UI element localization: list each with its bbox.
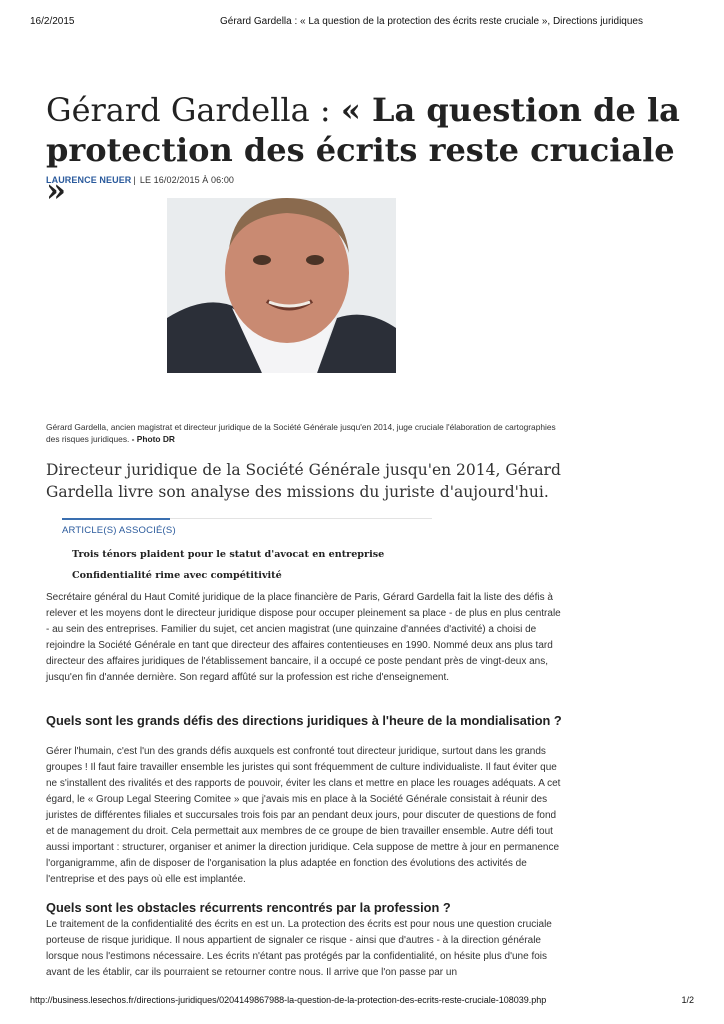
page-url: http://business.lesechos.fr/directions-juridiques/0204149867988-la-question-de-la-protection-des-ecrits-reste-cruciale-108039.php — [30, 995, 547, 1005]
photo-caption — [46, 421, 566, 445]
question-heading: Quels sont les grands défis des directions juridiques à l'heure de la mondialisation ? — [46, 713, 562, 728]
related-link[interactable]: Confidentialité rime avec compétitivité — [72, 570, 282, 581]
answer-paragraph: Gérer l'humain, c'est l'un des grands défis auxquels est confronté tout directeur juridique, surtout dans les grands groupes ! Il faut faire travailler ensemble les juristes qui sont fréquemment de culture individualiste. Il faut éviter que ne s'installent des rivalités et des rapports de pouvoir, éviter les clans et mettre en place les rouages adéquats. A cet égard, le « Group Legal Steering Comitee » que j'avais mis en place à la Société Générale consistait à réunir des juristes de différentes filiales et succursales trois fois par an pendant deux jours, pour discuter de questions de fond et de management du droit. Cela permettait aux membres de ce groupe de bien travailler ensemble. Autre défi tout aussi important : structurer, organiser et animer la direction juridique. Cela suppose de mettre à jour en permanence l'organigramme, afin de disposer de l'organisation la plus adaptée en fonction des évolutions des activités de l'entreprise et des pays où elle est implantée. — [46, 746, 561, 885]
article-lead: Directeur juridique de la Société Générale jusqu'en 2014, Gérard Gardella livre son analyse des missions du juriste d'aujourd'hui. — [46, 461, 561, 501]
publication-date: LE 16/02/2015 À 06:00 — [139, 175, 235, 185]
title-name: Gérard Gardella : — [46, 91, 341, 129]
portrait-photo-icon — [167, 198, 396, 373]
article-photo — [167, 198, 396, 373]
related-articles — [62, 518, 432, 581]
article-title — [46, 90, 686, 210]
byline — [46, 175, 234, 185]
related-heading: ARTICLE(S) ASSOCIÉ(S) — [62, 525, 176, 536]
print-page-title: Gérard Gardella : « La question de la protection des écrits reste cruciale », Directions juridiques — [220, 16, 643, 27]
byline-separator: | — [133, 175, 136, 185]
print-header — [30, 16, 694, 30]
caption-text: Gérard Gardella, ancien magistrat et directeur juridique de la Société Générale jusqu'en 2014, juge cruciale l'élaboration de cartographies des risques juridiques. — [46, 422, 556, 444]
related-accent-bar — [62, 518, 170, 520]
photo-credit: - Photo DR — [131, 434, 175, 444]
author-link[interactable]: LAURENCE NEUER — [46, 175, 132, 185]
print-date: 16/2/2015 — [30, 16, 75, 27]
title-quote: « La question de la protection des écrits reste cruciale » — [46, 91, 680, 209]
question-heading: Quels sont les obstacles récurrents rencontrés par la profession ? — [46, 900, 451, 915]
print-footer — [30, 995, 694, 1009]
intro-paragraph: Secrétaire général du Haut Comité juridique de la place financière de Paris, Gérard Gardella fait la liste des défis à relever et les moyens dont le directeur juridique dispose pour occuper pleinement sa place - de plus en plus centrale - au sein des entreprises. Familier du sujet, cet ancien magistrat (une quinzaine d'années d'activité) a choisi de rejoindre la Société Générale en tant que directeur des affaires contentieuses en 1990. Nommé deux ans plus tard directeur des affaires juridiques de l'établissement bancaire, il a occupé ce poste pendant près de vingt-deux ans, jusqu'en fin d'année dernière. Son regard affûté sur la profession est riche d'enseignement. — [46, 592, 561, 683]
related-link[interactable]: Trois ténors plaident pour le statut d'avocat en entreprise — [72, 549, 385, 560]
page-number: 1/2 — [681, 995, 694, 1005]
answer-paragraph: Le traitement de la confidentialité des écrits en est un. La protection des écrits est pour nous une question cruciale porteuse de risque juridique. Il nous appartient de signaler ce risque - ainsi que d'autres - à la direction générale lorsque nous l'estimons nécessaire. Les écrits n'étant pas protégés par la confidentialité, on hésite plus d'une fois avant de les établir, car ils pourraient se retourner contre nous. Il arrive que l'on passe par un — [46, 919, 552, 978]
